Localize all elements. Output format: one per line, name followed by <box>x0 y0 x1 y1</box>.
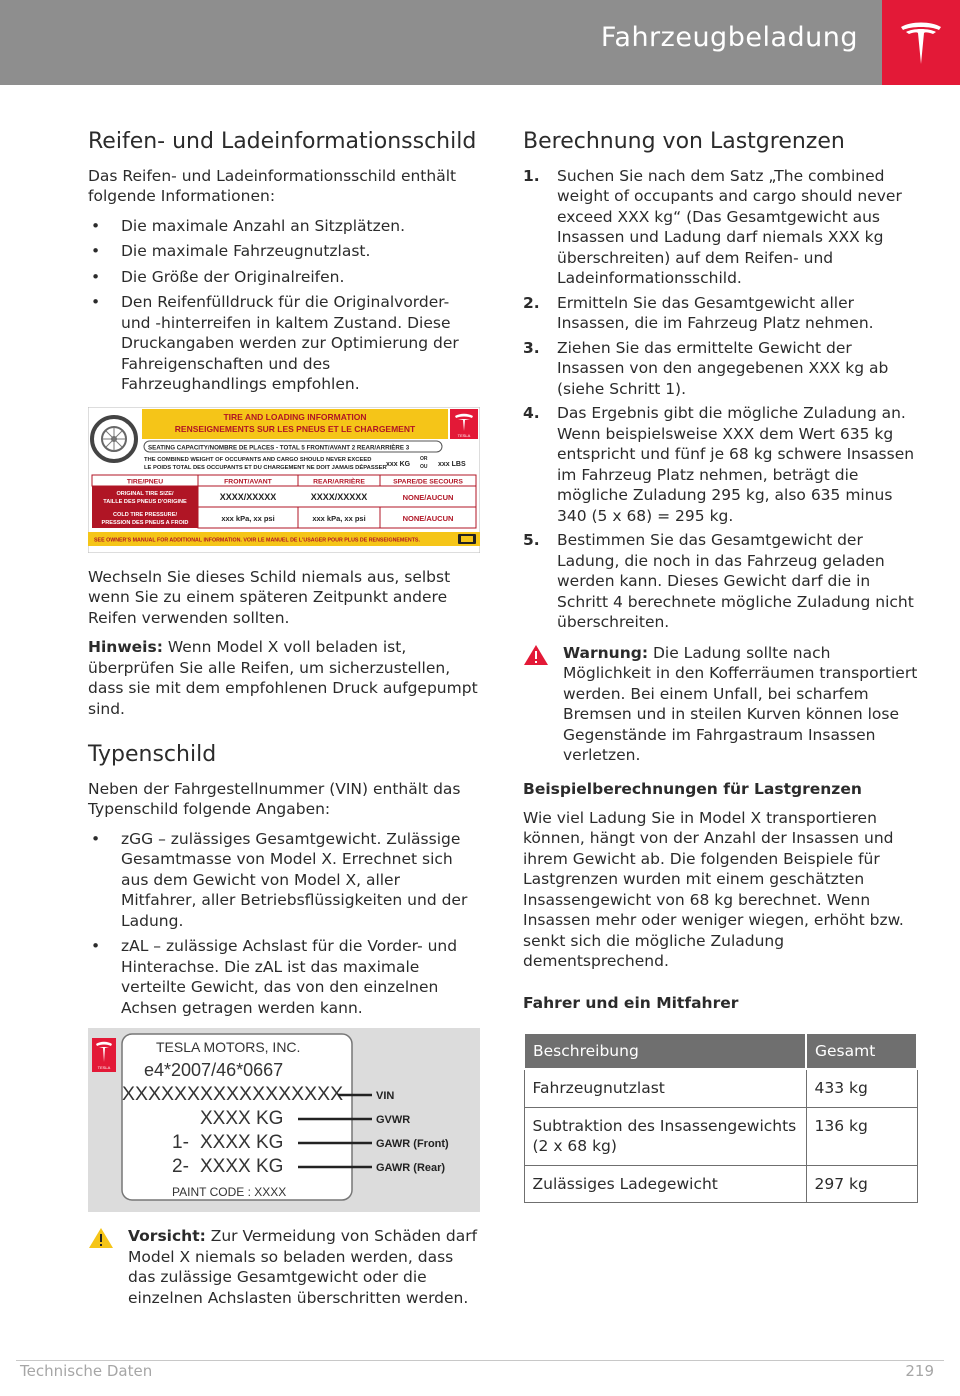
step-number: 5. <box>523 531 540 549</box>
col-rear: REAR/ARRIÈRE <box>313 478 365 485</box>
row2-spare: NONE/AUCUN <box>402 513 454 523</box>
page-number: 219 <box>905 1362 934 1380</box>
caution-label: Vorsicht: <box>128 1227 206 1245</box>
table-row <box>524 1165 917 1203</box>
table-cell: 136 kg <box>806 1107 917 1165</box>
step-item <box>523 293 918 334</box>
table-cell: Zulässiges Ladegewicht <box>524 1165 806 1203</box>
vin-plate-rear-prefix: 2- <box>172 1156 189 1177</box>
vin-plate-maker: TESLA MOTORS, INC. <box>156 1039 301 1055</box>
section-title-load-limits: Berechnung von Lastgrenzen <box>523 129 845 154</box>
row2-rear: xxx kPa, xx psi <box>312 513 366 523</box>
or-label: OR <box>420 455 428 462</box>
row2-front: xxx kPa, xx psi <box>221 513 275 523</box>
step-text: Bestimmen Sie das Gesamtgewicht der Ladung, die noch in das Fahrzeug geladen werden kann. Dieses Gewicht darf die in Schritt 4 berechnete mögliche Zuladung nicht überschreiten. <box>557 531 914 631</box>
vin-plate-front: XXXX KG <box>200 1132 284 1153</box>
list-item: • Den Reifenfülldruck für die Originalvorder- und -hinterreifen in kaltem Zustand. Diese Druckangaben werden zur Optimierung der Fahreigenschaften und des Fahrzeughandlings empfohlen. <box>88 292 480 395</box>
step-item <box>523 166 918 289</box>
max-weight-lbs: xxx LBS <box>438 460 466 468</box>
callout-gawr-front: GAWR (Front) <box>376 1138 449 1150</box>
tire-label-title: TIRE AND LOADING INFORMATION <box>223 411 367 422</box>
type-plate-intro: Neben der Fahrgestellnummer (VIN) enthält das Typenschild folgende Angaben: <box>88 779 461 818</box>
caution-icon <box>88 1226 128 1253</box>
caution-body: Zur Vermeidung von Schäden darf Model X niemals so beladen werden, dass das zulässige Gesamtgewicht oder die einzelnen Achslasten überschritten werden. <box>128 1227 478 1307</box>
list-item: • Die maximale Anzahl an Sitzplätzen. <box>88 216 480 237</box>
page-header <box>0 0 960 85</box>
combined-weight-en: THE COMBINED WEIGHT OF OCCUPANTS AND CARGO SHOULD NEVER EXCEED <box>144 456 372 463</box>
list-item: • Die maximale Fahrzeugnutzlast. <box>88 241 480 262</box>
tire-loading-label-image <box>88 407 480 553</box>
vin-plate-rear: XXXX KG <box>200 1156 284 1177</box>
row1-label-en: ORIGINAL TIRE SIZE/ <box>116 490 174 497</box>
step-text: Das Ergebnis gibt die mögliche Zuladung an. Wenn beispielsweise XXX dem Wert 635 kg entspricht und fünf je 68 kg schwere Insassen im Fahrzeug Platz nehmen, beträgt die mögliche Zuladung 295 kg, also 635 minus 340 (5 x 68) = 295 kg. <box>557 404 915 525</box>
step-item <box>523 403 918 526</box>
row2-label-en: COLD TIRE PRESSURE/ <box>112 511 178 518</box>
vin-plate-brand: TESLA <box>97 1065 111 1070</box>
list-item: • Die Größe der Originalreifen. <box>88 267 480 288</box>
section-title-tire-info: Reifen- und Ladeinformationsschild <box>88 129 477 154</box>
tire-icon <box>92 417 136 461</box>
load-example-table <box>523 1032 918 1204</box>
caution-text <box>128 1226 480 1308</box>
footer-section: Technische Daten <box>20 1362 153 1380</box>
row1-spare: NONE/AUCUN <box>402 492 454 502</box>
table-row <box>524 1107 917 1165</box>
section-title-type-plate: Typenschild <box>88 742 217 767</box>
table-cell: Fahrzeugnutzlast <box>524 1069 806 1107</box>
table-cell: 297 kg <box>806 1165 917 1203</box>
footer-divider <box>16 1360 944 1361</box>
vin-plate-vin: XXXXXXXXXXXXXXXXX <box>122 1083 344 1105</box>
hint-text: Wenn Model X voll beladen ist, überprüfen Sie alle Reifen, um sicherzustellen, dass sie mit dem empfohlenen Druck aufgepumpt sind. <box>88 638 478 718</box>
hint-label: Hinweis: <box>88 638 163 656</box>
step-text: Ermitteln Sie das Gesamtgewicht aller Insassen, die im Fahrzeug Platz nehmen. <box>557 293 874 332</box>
tire-label-warning-text: Wechseln Sie dieses Schild niemals aus, selbst wenn Sie zu einem späteren Zeitpunkt andere Reifen verwenden sollten. <box>88 567 451 627</box>
col-tire: TIRE/PNEU <box>126 478 164 485</box>
callout-gvwr: GVWR <box>376 1114 411 1126</box>
vin-plate-image <box>88 1028 480 1212</box>
row1-label-fr: TAILLE DES PNEUS D'ORIGINE <box>103 498 187 505</box>
callout-gawr-rear: GAWR (Rear) <box>376 1162 446 1174</box>
warning-body: Die Ladung sollte nach Möglichkeit in den Kofferräumen transportiert werden. Bei einem Unfall, bei scharfem Bremsen und in steilen Kurven können lose Gegenstände im Fahrgastraum Insassen verletzen. <box>563 643 918 764</box>
step-number: 2. <box>523 293 540 312</box>
page-title: Fahrzeugbeladung <box>600 22 858 53</box>
warning-text <box>563 643 918 766</box>
table-heading: Fahrer und ein Mitfahrer <box>523 993 739 1012</box>
col-front: FRONT/AVANT <box>224 478 272 485</box>
tire-label-title-fr: RENSEIGNEMENTS SUR LES PNEUS ET LE CHARGEMENT <box>174 423 416 434</box>
ou-label: OU <box>420 463 428 470</box>
vin-plate-paint: PAINT CODE : XXXX <box>172 1185 287 1199</box>
steps-list <box>523 166 918 633</box>
hint-paragraph <box>88 637 480 719</box>
row1-front: XXXX/XXXXX <box>219 491 277 502</box>
list-item: • zAL – zulässige Achslast für die Vorder- und Hinterachse. Die zAL ist das maximale verteilte Gewicht, das von den einzelnen Achsen getragen werden kann. <box>88 936 480 1018</box>
tire-info-intro: Das Reifen- und Ladeinformationsschild enthält folgende Informationen: <box>88 166 457 205</box>
step-text: Ziehen Sie das ermittelte Gewicht der Insassen von den angegebenen XXX kg ab (siehe Schritt 1). <box>557 338 889 398</box>
left-column <box>88 128 480 1320</box>
step-item <box>523 530 918 633</box>
seating-capacity: SEATING CAPACITY/NOMBRE DE PLACES - TOTAL 5 FRONT/AVANT 2 REAR/ARRIÈRE 3 <box>148 444 410 451</box>
right-column <box>523 128 918 1203</box>
callout-vin: VIN <box>376 1090 395 1102</box>
step-text: Suchen Sie nach dem Satz „The combined weight of occupants and cargo should never exceed XXX kg“ (Das Gesamtgewicht aus Insassen und Ladung darf niemals XXX kg überschreiten) auf dem Reifen- und Ladeinformationsschild. <box>557 166 902 287</box>
vin-plate-front-prefix: 1- <box>172 1132 189 1153</box>
table-cell: Subtraktion des Insassengewichts (2 x 68 kg) <box>524 1107 806 1165</box>
list-item: • zGG – zulässiges Gesamtgewicht. Zulässige Gesamtmasse von Model X. Errechnet sich aus dem Gewicht von Model X, aller Mitfahrer, aller Betriebsflüssigkeiten und der Ladung. <box>88 829 480 932</box>
tesla-logo-icon <box>899 18 943 68</box>
type-plate-list <box>88 829 480 1019</box>
tire-label-footer: SEE OWNER'S MANUAL FOR ADDITIONAL INFORMATION. VOIR LE MANUEL DE L'USAGER POUR PLUS DE RENSEIGNEMENTS. <box>94 537 420 543</box>
tire-label-brand: TESLA <box>457 432 471 438</box>
table-cell: 433 kg <box>806 1069 917 1107</box>
tesla-logo <box>882 0 960 85</box>
step-number: 3. <box>523 338 540 357</box>
vin-plate-approval: e4*2007/46*0667 <box>144 1060 284 1080</box>
table-header-description: Beschreibung <box>524 1033 806 1070</box>
table-header-row <box>524 1033 917 1070</box>
row1-rear: XXXX/XXXXX <box>310 491 368 502</box>
vin-plate-gvwr: XXXX KG <box>200 1108 284 1129</box>
table-header-total: Gesamt <box>806 1033 917 1070</box>
warning-icon <box>523 643 563 670</box>
step-item <box>523 338 918 400</box>
warning-label: Warnung: <box>563 643 649 662</box>
row2-label-fr: PRESSION DES PNEUS A FROID <box>101 519 189 526</box>
caution-note <box>88 1226 480 1308</box>
examples-heading: Beispielberechnungen für Lastgrenzen <box>523 779 862 798</box>
examples-text: Wie viel Ladung Sie in Model X transportieren können, hängt von der Anzahl der Insassen und ihrem Gewicht ab. Die folgenden Beispiele für Lastgrenzen wurden mit einem geschätzten Insassengewicht von 68 kg berechnet. Wenn Insassen mehr oder weniger wiegen, erhöht bzw. senkt sich die mögliche Zuladung dementsprechend. <box>523 808 904 970</box>
col-spare: SPARE/DE SECOURS <box>393 478 463 485</box>
step-number: 1. <box>523 166 540 185</box>
max-weight-kg: xxx KG <box>386 460 411 468</box>
combined-weight-fr: LE POIDS TOTAL DES OCCUPANTS ET DU CHARGEMENT NE DOIT JAMAIS DÉPASSER <box>144 464 387 471</box>
step-number: 4. <box>523 404 540 422</box>
table-row <box>524 1069 917 1107</box>
warning-note <box>523 643 918 766</box>
tire-info-list <box>88 216 480 395</box>
